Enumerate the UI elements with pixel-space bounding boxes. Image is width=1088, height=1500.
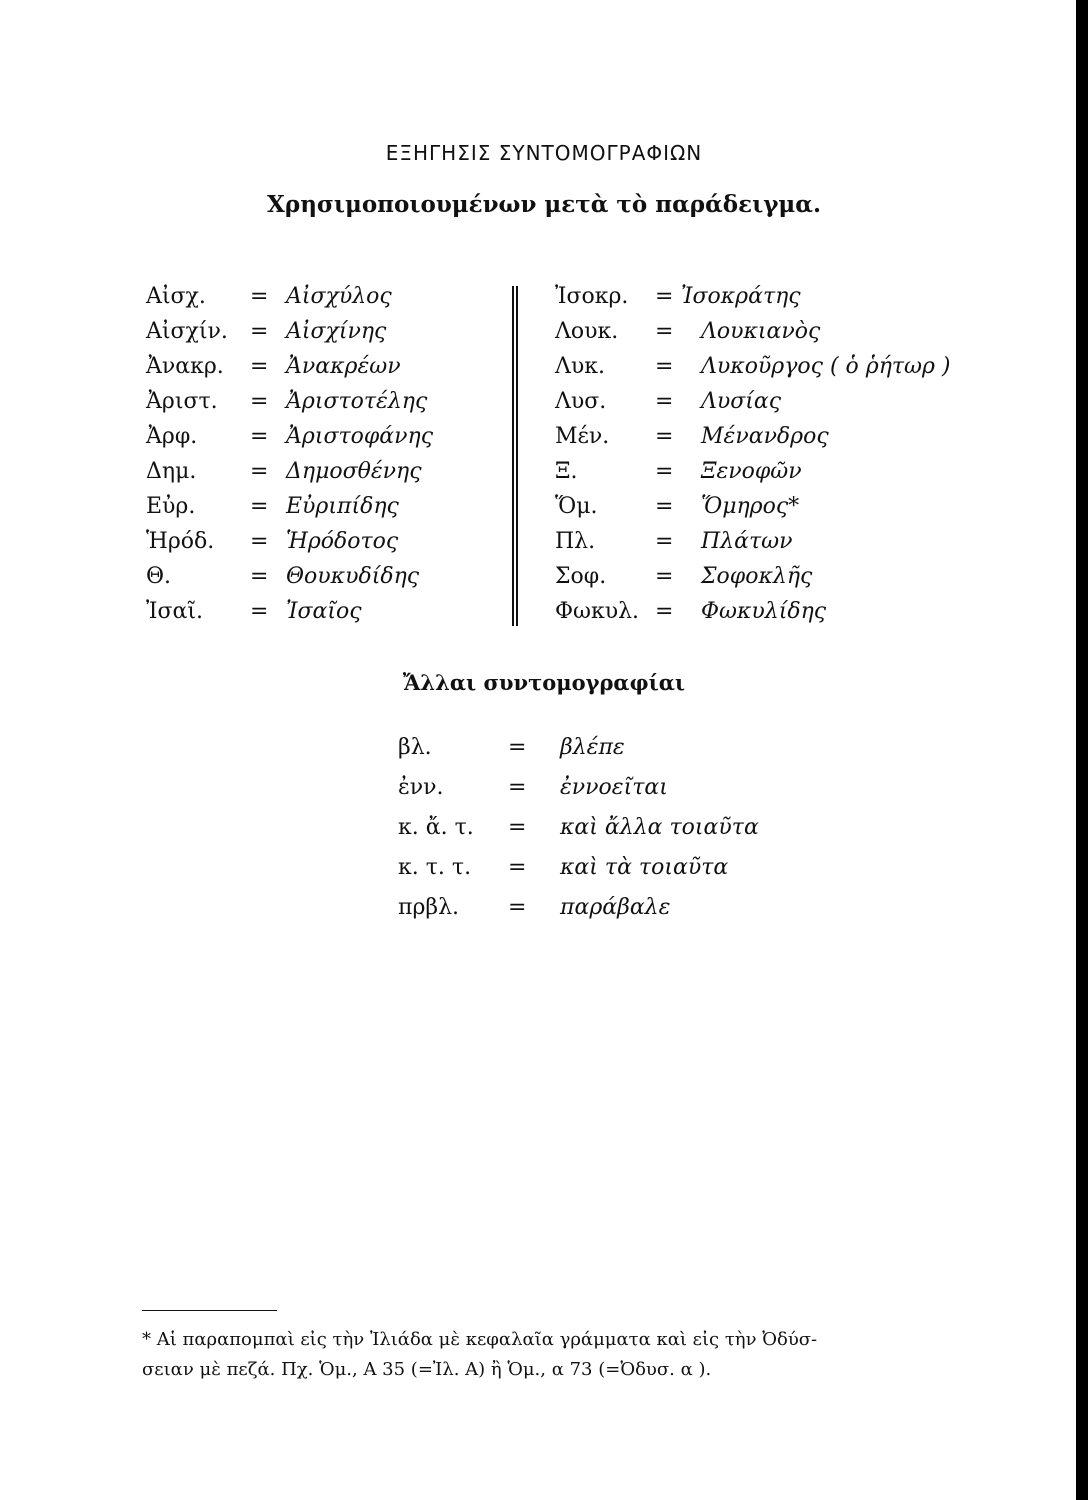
abbreviation: Λυκ. [555, 354, 606, 379]
equals-sign: = [250, 424, 269, 449]
equals-sign: = [508, 815, 527, 840]
expansion: Εὐριπίδης [286, 494, 399, 519]
equals-sign: = [250, 319, 269, 344]
abbreviation: Αἰσχίν. [146, 319, 228, 344]
equals-sign: = [655, 284, 674, 309]
expansion: Ἀνακρέων [286, 354, 401, 379]
abbreviation: Σοφ. [555, 564, 607, 589]
expansion: Δημοσθένης [286, 459, 422, 484]
abbreviation: Ἰσοκρ. [555, 284, 629, 309]
expansion: Λουκιανὸς [701, 319, 821, 344]
section-heading: Ἄλλαι συντομογραφίαι [402, 670, 686, 695]
expansion: βλέπε [560, 735, 625, 760]
footnote-line: * Αἱ παραπομπαὶ εἰς τὴν Ἰλιάδα μὲ κεφαλαῖα γράμματα καὶ εἰς τὴν Ὀδύσ- [142, 1329, 818, 1350]
page-title: ΕΞΗΓΗΣΙΣ ΣΥΝΤΟΜΟΓΡΑΦΙΩΝ [385, 141, 703, 165]
expansion: ἐννοεῖται [560, 775, 668, 800]
abbreviation: Θ. [146, 564, 172, 589]
equals-sign: = [655, 319, 674, 344]
expansion: Ἰσοκράτης [681, 284, 801, 309]
equals-sign: = [655, 424, 674, 449]
footnote-rule [142, 1310, 277, 1311]
equals-sign: = [655, 529, 674, 554]
equals-sign: = [250, 564, 269, 589]
expansion: Φωκυλίδης [701, 599, 827, 624]
equals-sign: = [655, 389, 674, 414]
equals-sign: = [250, 284, 269, 309]
equals-sign: = [250, 459, 269, 484]
column-divider [512, 286, 518, 626]
expansion: Σοφοκλῆς [701, 564, 813, 589]
equals-sign: = [655, 494, 674, 519]
abbreviation: Εὐρ. [146, 494, 196, 519]
equals-sign: = [508, 735, 527, 760]
expansion: Λυκοῦργος ( ὁ ῥήτωρ ) [701, 354, 951, 379]
expansion: καὶ ἄλλα τοιαῦτα [560, 815, 759, 840]
abbreviation: ἐνν. [398, 775, 444, 800]
abbreviation: κ. τ. τ. [398, 855, 472, 880]
abbreviation: Ἡρόδ. [146, 529, 215, 554]
expansion: Θουκυδίδης [286, 564, 420, 589]
abbreviation: Αἰσχ. [146, 284, 206, 309]
expansion: Ξενοφῶν [701, 459, 802, 484]
abbreviation: Ἰσαῖ. [146, 599, 203, 624]
abbreviation: κ. ἄ. τ. [398, 815, 474, 840]
expansion: Πλάτων [701, 529, 793, 554]
equals-sign: = [508, 895, 527, 920]
equals-sign: = [250, 599, 269, 624]
equals-sign: = [508, 855, 527, 880]
abbreviation: βλ. [398, 735, 432, 760]
abbreviation: Λουκ. [555, 319, 619, 344]
page-edge [1076, 0, 1088, 1500]
equals-sign: = [250, 529, 269, 554]
abbreviation: Πλ. [555, 529, 596, 554]
abbreviation: πρβλ. [398, 895, 460, 920]
equals-sign: = [250, 494, 269, 519]
expansion: Ἡρόδοτος [286, 529, 399, 554]
abbreviation: Μέν. [555, 424, 610, 449]
equals-sign: = [655, 599, 674, 624]
abbreviation: Ὅμ. [555, 494, 598, 519]
footnote [142, 1325, 972, 1385]
abbreviation: Ξ. [555, 459, 578, 484]
expansion: Αἰσχύλος [286, 284, 392, 309]
expansion: Ἀριστοτέλης [286, 389, 428, 414]
expansion: Ἀριστοφάνης [286, 424, 434, 449]
equals-sign: = [508, 775, 527, 800]
expansion: παράβαλε [560, 895, 671, 920]
abbreviation: Φωκυλ. [555, 599, 640, 624]
abbreviation: Λυσ. [555, 389, 607, 414]
abbreviation: Ἀριστ. [146, 389, 218, 414]
abbreviation: Ἀνακρ. [146, 354, 224, 379]
expansion: Λυσίας [701, 389, 782, 414]
abbreviation: Ἀρφ. [146, 424, 198, 449]
expansion: καὶ τὰ τοιαῦτα [560, 855, 729, 880]
page-subtitle: Χρησιμοποιουμένων μετὰ τὸ παράδειγμα. [267, 191, 821, 218]
expansion: Ὅμηρος* [701, 494, 800, 519]
expansion: Μένανδρος [701, 424, 829, 449]
footnote-line: σειαν μὲ πεζά. Πχ. Ὁμ., Α 35 (=Ἰλ. Α) ἢ Ὁμ., α 73 (=Ὀδυσ. α ). [142, 1359, 712, 1380]
equals-sign: = [655, 354, 674, 379]
equals-sign: = [655, 564, 674, 589]
equals-sign: = [250, 389, 269, 414]
abbreviation: Δημ. [146, 459, 197, 484]
equals-sign: = [655, 459, 674, 484]
expansion: Αἰσχίνης [286, 319, 387, 344]
equals-sign: = [250, 354, 269, 379]
expansion: Ἰσαῖος [286, 599, 362, 624]
